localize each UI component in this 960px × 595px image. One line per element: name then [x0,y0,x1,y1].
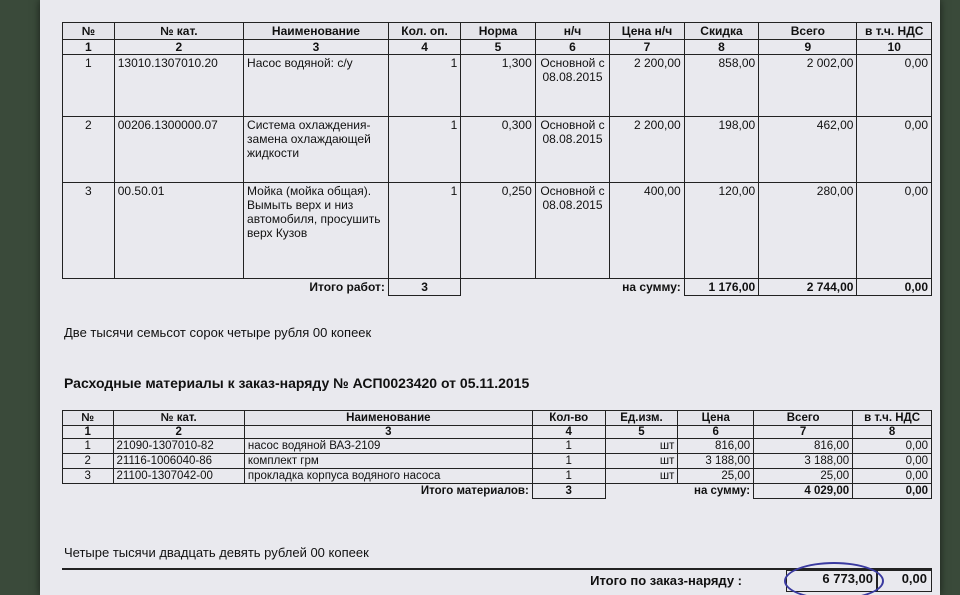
materials-sum-label: на сумму: [694,485,751,497]
item-name: комплект грм [244,454,532,469]
col-header: в т.ч. НДС [857,23,932,40]
hour-price: 400,00 [610,183,684,279]
price: 25,00 [678,469,754,484]
col-header: № [63,23,115,40]
catalog-number: 00206.1300000.07 [114,117,243,183]
col-number: 3 [244,426,532,439]
materials-sum-total: 4 029,00 [754,484,853,499]
materials-total-qty: 3 [532,484,605,499]
row-vat: 0,00 [857,55,932,117]
row-total: 3 188,00 [754,454,853,469]
works-table [62,22,932,296]
col-number: 2 [114,40,243,55]
col-header: Ед.изм. [605,411,678,426]
works-sum-label: на сумму: [622,280,681,294]
materials-colnum-row [63,426,932,439]
row-number: 1 [63,439,114,454]
col-header: Норма [461,23,535,40]
table-row [63,117,932,183]
works-sum-vat: 0,00 [857,279,932,296]
unit: шт [605,469,678,484]
quantity: 1 [532,439,605,454]
row-vat: 0,00 [857,117,932,183]
grand-total-value: 6 773,00 [786,570,878,592]
discount: 198,00 [684,117,758,183]
row-total: 462,00 [759,117,857,183]
labor-hour-type: Основной с 08.08.2015 [535,117,609,183]
col-header: Кол. оп. [388,23,460,40]
table-row [63,439,932,454]
materials-sum-vat: 0,00 [853,484,932,499]
row-number: 3 [63,183,115,279]
col-header: Наименование [244,23,389,40]
col-header: № кат. [114,23,243,40]
col-number: 4 [388,40,460,55]
col-header: в т.ч. НДС [853,411,932,426]
materials-total-row [63,484,932,499]
col-number: 7 [754,426,853,439]
row-total: 816,00 [754,439,853,454]
materials-table [62,410,932,499]
col-header: Кол-во [532,411,605,426]
materials-header-row [63,411,932,426]
col-number: 6 [678,426,754,439]
materials-total-in-words: Четыре тысячи двадцать девять рублей 00 копеек [64,545,369,560]
catalog-number: 21116-1006040-86 [113,454,244,469]
materials-total-label: Итого материалов: [420,485,529,497]
item-name: Насос водяной: с/у [244,55,389,117]
discount: 120,00 [684,183,758,279]
col-header: Всего [759,23,857,40]
row-number: 1 [63,55,115,117]
row-vat: 0,00 [853,439,932,454]
col-number: 4 [532,426,605,439]
item-name: Мойка (мойка общая). Вымыть верх и низ автомобиля, просушить верх Кузов [244,183,389,279]
col-number: 9 [759,40,857,55]
grand-total-label: Итого по заказ-наряду : [590,573,742,588]
col-header: Цена [678,411,754,426]
norm: 0,300 [461,117,535,183]
operation-count: 1 [388,117,460,183]
col-header: Скидка [684,23,758,40]
col-header: н/ч [535,23,609,40]
col-header: № кат. [113,411,244,426]
pen-circle-mark [784,562,884,595]
works-colnum-row [63,40,932,55]
materials-title: Расходные материалы к заказ-наряду № АСП0023420 от 05.11.2015 [64,375,530,391]
row-number: 3 [63,469,114,484]
catalog-number: 13010.1307010.20 [114,55,243,117]
col-number: 10 [857,40,932,55]
table-row [63,454,932,469]
works-sum-discount: 1 176,00 [684,279,758,296]
row-vat: 0,00 [853,454,932,469]
col-number: 8 [853,426,932,439]
hour-price: 2 200,00 [610,117,684,183]
col-number: 5 [605,426,678,439]
operation-count: 1 [388,183,460,279]
col-number: 8 [684,40,758,55]
price: 3 188,00 [678,454,754,469]
col-number: 3 [244,40,389,55]
catalog-number: 21100-1307042-00 [113,469,244,484]
col-header: Всего [754,411,853,426]
labor-hour-type: Основной с 08.08.2015 [535,183,609,279]
norm: 1,300 [461,55,535,117]
works-sum-total: 2 744,00 [759,279,857,296]
row-vat: 0,00 [857,183,932,279]
catalog-number: 21090-1307010-82 [113,439,244,454]
works-total-in-words: Две тысячи семьсот сорок четыре рубля 00 копеек [64,325,372,340]
row-number: 2 [63,454,114,469]
catalog-number: 00.50.01 [114,183,243,279]
col-number: 5 [461,40,535,55]
works-total-row [63,279,932,296]
row-number: 2 [63,117,115,183]
item-name: насос водяной ВАЗ-2109 [244,439,532,454]
col-header: Цена н/ч [610,23,684,40]
quantity: 1 [532,454,605,469]
col-number: 6 [535,40,609,55]
row-total: 280,00 [759,183,857,279]
operation-count: 1 [388,55,460,117]
item-name: прокладка корпуса водяного насоса [244,469,532,484]
col-number: 1 [63,426,114,439]
item-name: Система охлаждения-замена охлаждающей жидкости [244,117,389,183]
col-number: 7 [610,40,684,55]
norm: 0,250 [461,183,535,279]
labor-hour-type: Основной с 08.08.2015 [535,55,609,117]
discount: 858,00 [684,55,758,117]
document-page [40,0,940,595]
works-total-qty: 3 [388,279,460,296]
table-row [63,183,932,279]
table-row [63,55,932,117]
unit: шт [605,439,678,454]
quantity: 1 [532,469,605,484]
row-total: 25,00 [754,469,853,484]
row-vat: 0,00 [853,469,932,484]
works-total-label: Итого работ: [309,280,385,294]
row-total: 2 002,00 [759,55,857,117]
col-header: № [63,411,114,426]
unit: шт [605,454,678,469]
col-number: 1 [63,40,115,55]
works-header-row [63,23,932,40]
grand-total-vat: 0,00 [876,570,932,592]
price: 816,00 [678,439,754,454]
col-header: Наименование [244,411,532,426]
table-row [63,469,932,484]
grand-total-bar [62,568,932,594]
hour-price: 2 200,00 [610,55,684,117]
col-number: 2 [113,426,244,439]
